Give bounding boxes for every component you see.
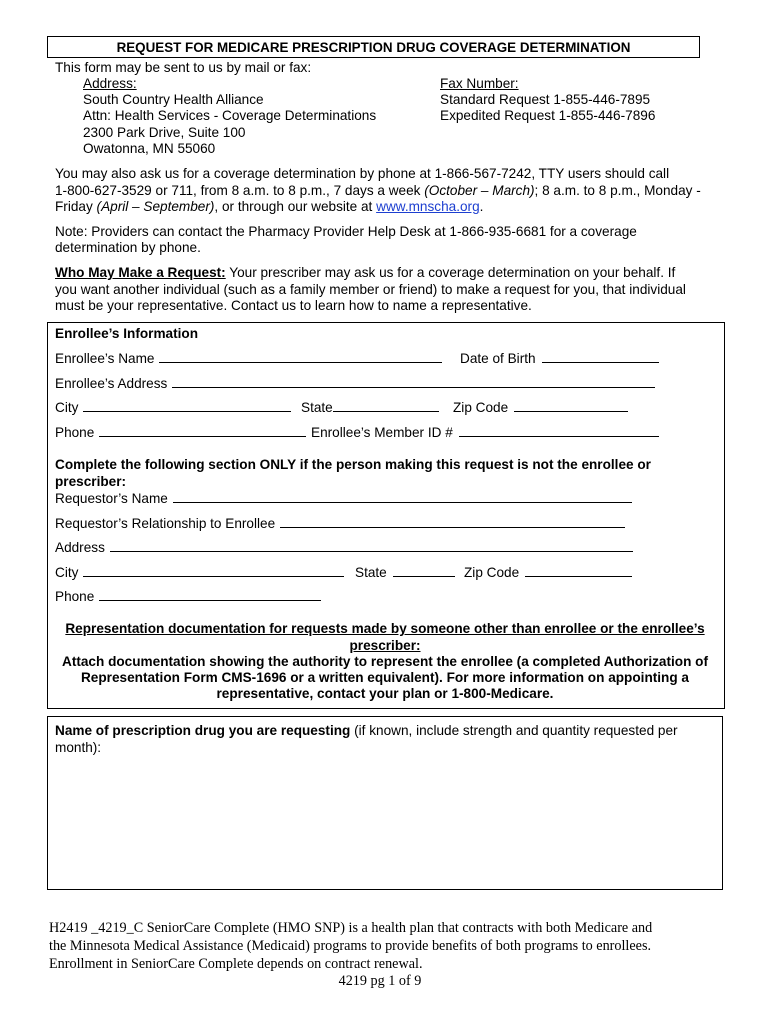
address-line: Attn: Health Services - Coverage Determinations xyxy=(83,108,377,123)
requestor-name-row: Requestor’s Name xyxy=(55,490,632,506)
phone-para-line: 1-800-627-3529 or 711, from 8 a.m. to 8 p.m., 7 days a week (October – March); 8 a.m. to 8 p.m., Monday - xyxy=(55,183,701,198)
address-line: South Country Health Alliance xyxy=(83,92,264,107)
representation-text: representative, contact your plan or 1-800-Medicare. xyxy=(216,686,554,701)
requestor-instruction: prescriber: xyxy=(55,474,127,489)
note-line: determination by phone. xyxy=(55,240,201,255)
fax-expedited: Expedited Request 1-855-446-7896 xyxy=(440,108,656,123)
intro-text: This form may be sent to us by mail or fax: xyxy=(55,60,312,75)
requestor-phone-row: Phone xyxy=(55,588,321,604)
enrollee-city-field[interactable] xyxy=(83,399,291,412)
enrollee-state-field[interactable] xyxy=(333,399,439,412)
representation-text: Attach documentation showing the authority to represent the enrollee (a completed Authorization of xyxy=(62,654,708,669)
member-id-row: Enrollee’s Member ID # xyxy=(311,424,659,440)
address-heading: Address: xyxy=(83,76,137,91)
footer-line: H2419 _4219_C SeniorCare Complete (HMO SNP) is a health plan that contracts with both Medicare and xyxy=(49,920,653,936)
fax-heading: Fax Number: xyxy=(440,76,519,91)
requestor-state-field[interactable] xyxy=(393,564,455,577)
address-line: 2300 Park Drive, Suite 100 xyxy=(83,125,246,140)
who-line: must be your representative. Contact us to learn how to name a representative. xyxy=(55,298,532,313)
enrollee-phone-row: Phone xyxy=(55,424,306,440)
requestor-relationship-row: Requestor’s Relationship to Enrollee xyxy=(55,515,625,531)
phone-para-line: You may also ask us for a coverage determination by phone at 1-866-567-7242, TTY users should call xyxy=(55,166,670,181)
enrollee-address-row: Enrollee’s Address xyxy=(55,375,655,391)
enrollee-city-row: City xyxy=(55,399,291,415)
requestor-address-row: Address xyxy=(55,539,633,555)
enrollee-name-field[interactable] xyxy=(159,350,442,363)
requestor-name-field[interactable] xyxy=(173,490,632,503)
who-line: Who May Make a Request: Your prescriber may ask us for a coverage determination on your behalf. If xyxy=(55,265,676,280)
requestor-relationship-field[interactable] xyxy=(280,515,625,528)
address-line: Owatonna, MN 55060 xyxy=(83,141,216,156)
enrollee-heading: Enrollee’s Information xyxy=(55,326,199,341)
phone-para-line: Friday (April – September), or through our website at www.mnscha.org. xyxy=(55,199,484,214)
requestor-zip-row: Zip Code xyxy=(464,564,632,580)
requestor-state-row: State xyxy=(355,564,455,580)
fax-standard: Standard Request 1-855-446-7895 xyxy=(440,92,651,107)
representation-text: Representation Form CMS-1696 or a written equivalent). For more information on appointing a xyxy=(80,670,689,685)
enrollee-zip-row: Zip Code xyxy=(453,399,628,415)
requestor-city-field[interactable] xyxy=(83,564,344,577)
representation-heading: Representation documentation for requests made by someone other than enrollee or the enrollee’s xyxy=(65,621,705,636)
footer-line: Enrollment in SeniorCare Complete depends on contract renewal. xyxy=(49,956,423,972)
requestor-instruction: Complete the following section ONLY if the person making this request is not the enrollee or xyxy=(55,457,651,472)
enrollee-zip-field[interactable] xyxy=(514,399,628,412)
drug-label: Name of prescription drug you are requesting xyxy=(55,723,351,738)
requestor-phone-field[interactable] xyxy=(99,588,321,601)
requestor-city-row: City xyxy=(55,564,344,580)
website-link[interactable]: www.mnscha.org xyxy=(376,199,480,214)
note-line: Note: Providers can contact the Pharmacy Provider Help Desk at 1-866-935-6681 for a coverage xyxy=(55,224,637,239)
enrollee-state-row: State xyxy=(301,399,439,415)
representation-heading: prescriber: xyxy=(349,638,421,653)
who-line: you want another individual (such as a family member or friend) to make a request for you, that individual xyxy=(55,282,686,297)
enrollee-address-field[interactable] xyxy=(172,375,655,388)
page-number: 4219 pg 1 of 9 xyxy=(338,973,422,989)
requestor-zip-field[interactable] xyxy=(525,564,632,577)
drug-hint: month): xyxy=(55,740,102,755)
dob-row: Date of Birth xyxy=(460,350,659,366)
form-title: REQUEST FOR MEDICARE PRESCRIPTION DRUG COVERAGE DETERMINATION xyxy=(47,36,700,58)
drug-label-row: Name of prescription drug you are requesting (if known, include strength and quantity requested per xyxy=(55,723,678,738)
enrollee-phone-field[interactable] xyxy=(99,424,306,437)
enrollee-name-row: Enrollee’s Name xyxy=(55,350,442,366)
who-label: Who May Make a Request: xyxy=(55,265,226,280)
dob-field[interactable] xyxy=(542,350,659,363)
footer-line: the Minnesota Medical Assistance (Medicaid) programs to provide benefits of both programs to enrollees. xyxy=(49,938,652,954)
drug-request-section[interactable] xyxy=(47,716,723,890)
member-id-field[interactable] xyxy=(459,424,659,437)
requestor-address-field[interactable] xyxy=(110,539,633,552)
